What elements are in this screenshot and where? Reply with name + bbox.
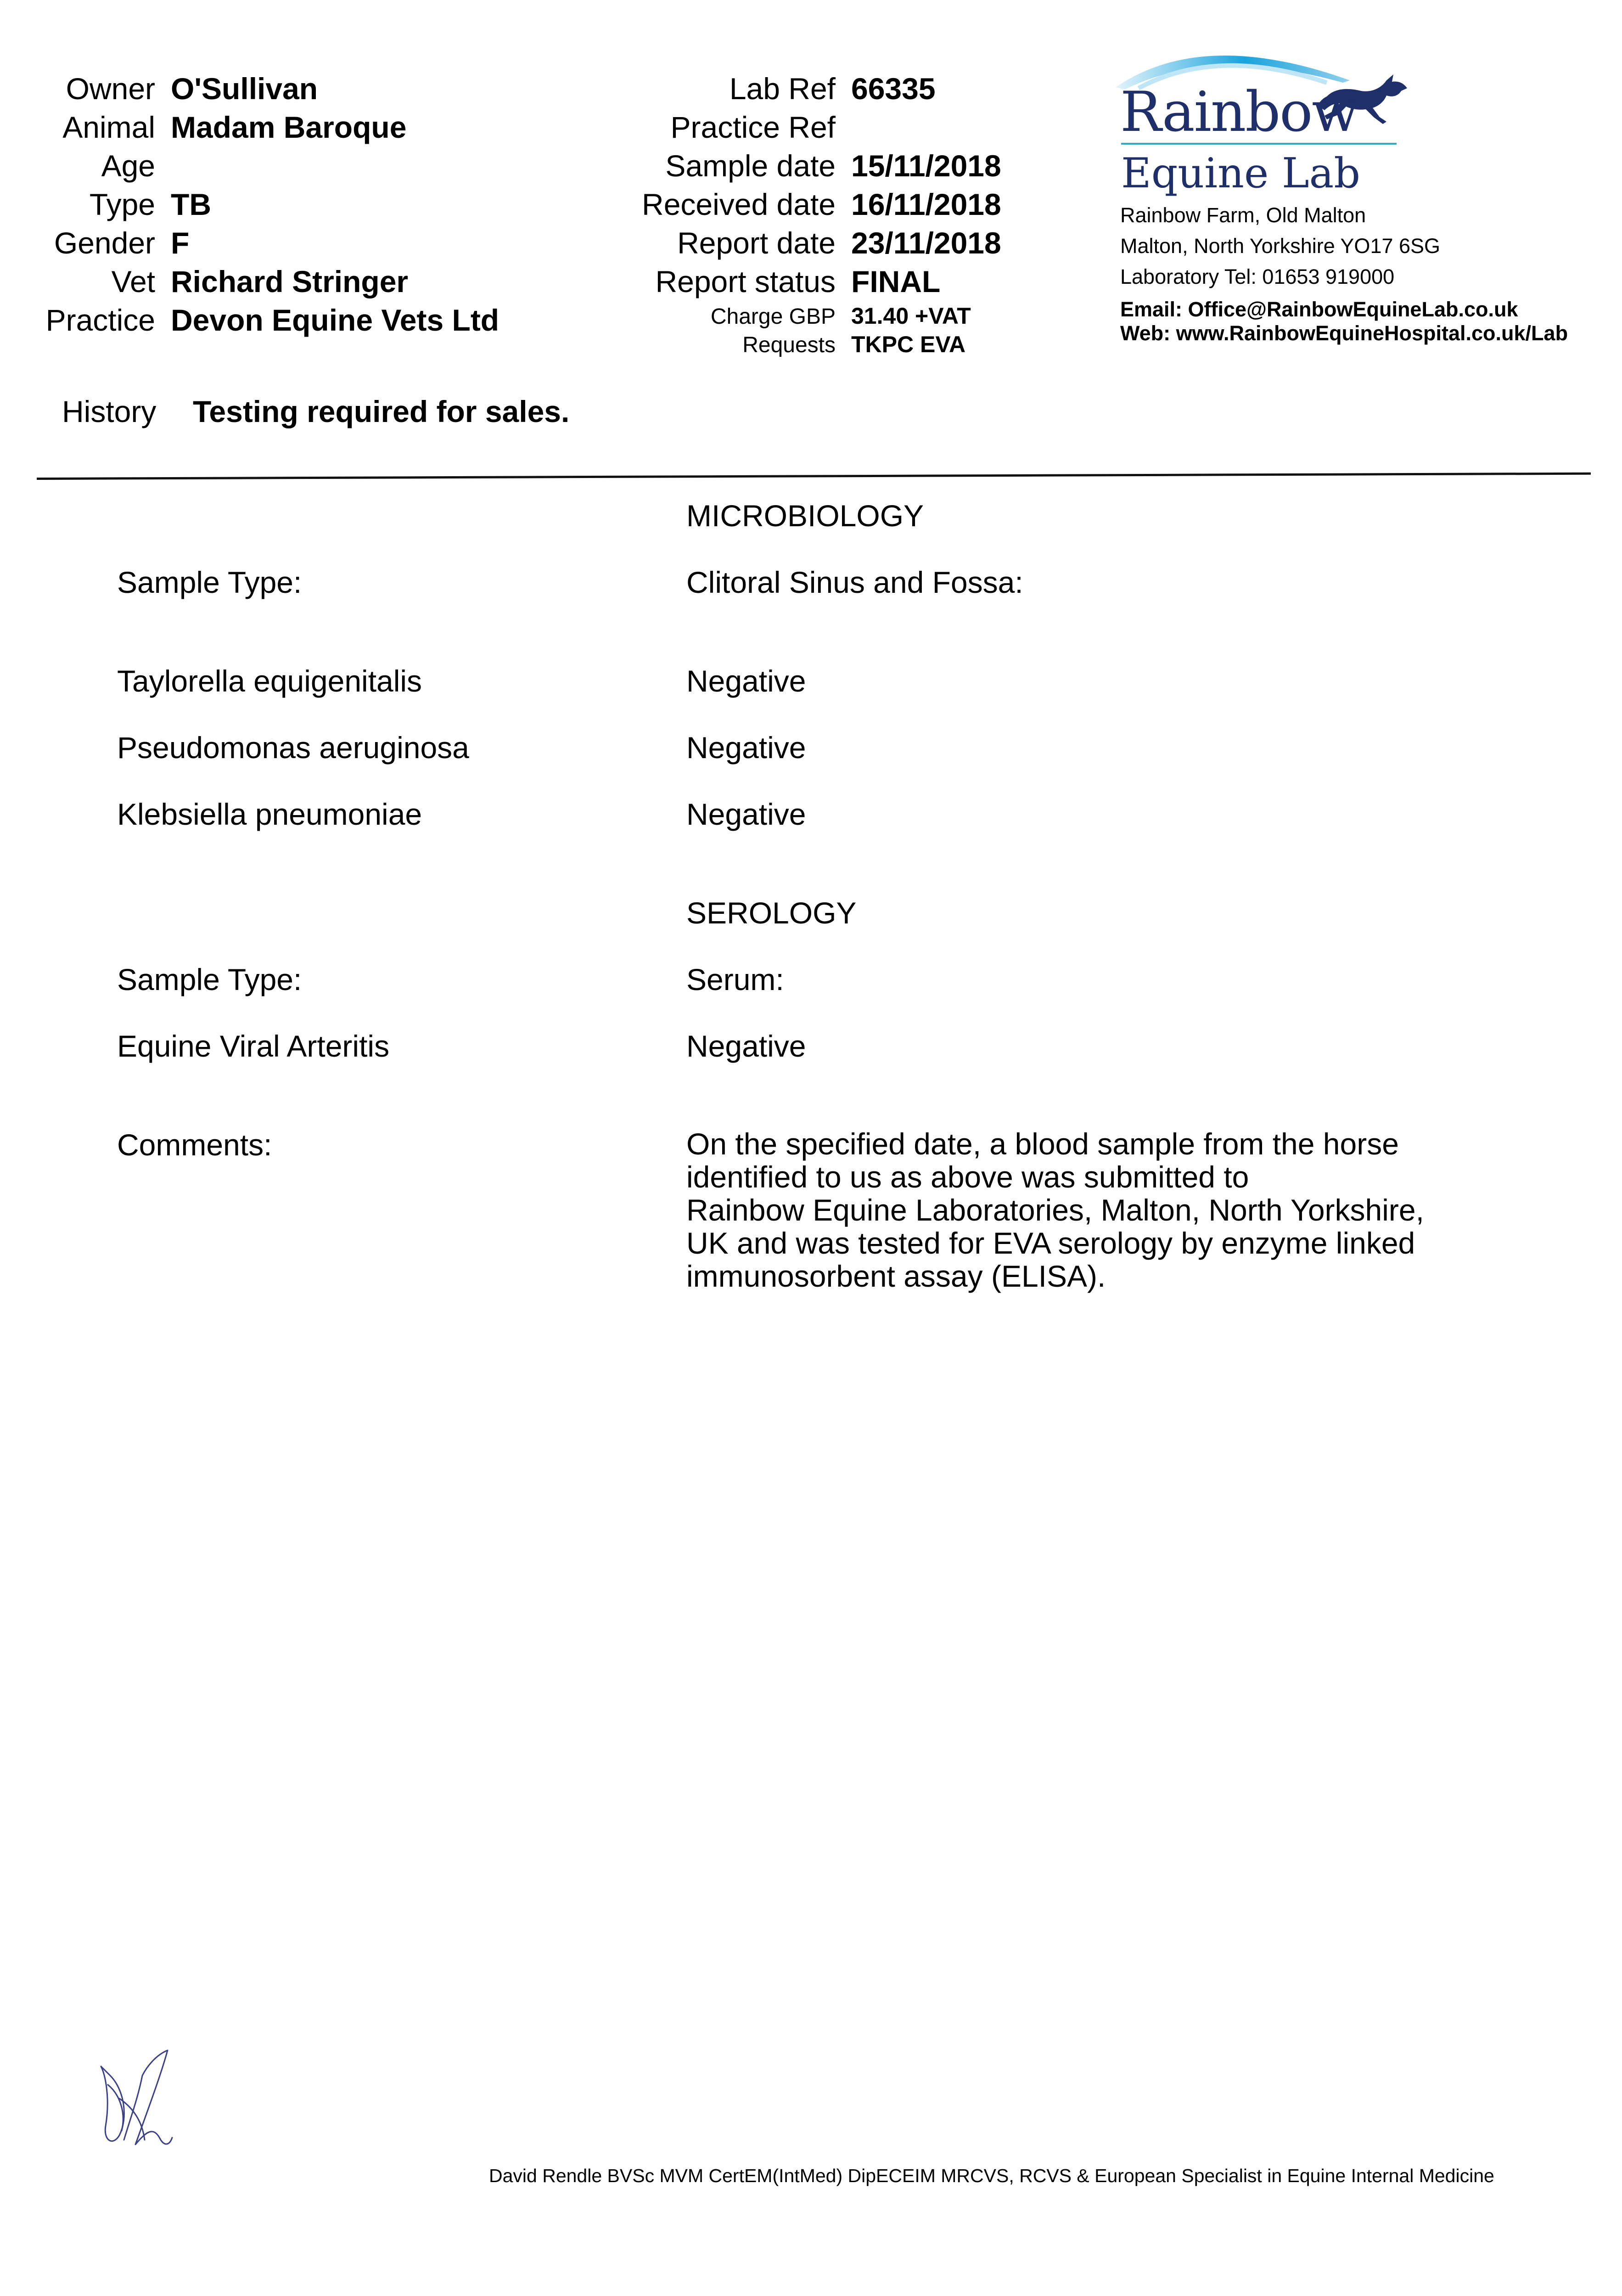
serology-title: SEROLOGY xyxy=(686,896,857,930)
requests-label: Requests xyxy=(742,333,836,357)
lab-email: Email: Office@RainbowEquineLab.co.uk xyxy=(1120,298,1518,321)
owner-label: Owner xyxy=(66,72,155,106)
charge-row xyxy=(597,303,1001,331)
practice-value: Devon Equine Vets Ltd xyxy=(171,303,500,337)
type-row xyxy=(0,187,499,225)
age-row xyxy=(0,148,499,187)
lab-contact-info xyxy=(1120,200,1568,345)
report-status-label: Report status xyxy=(655,264,836,298)
type-label: Type xyxy=(89,187,155,221)
address-line-2: Malton, North Yorkshire YO17 6SG xyxy=(1120,234,1441,258)
report-status-row xyxy=(597,264,1001,303)
signature-icon xyxy=(92,2048,193,2167)
micro-test-result: Negative xyxy=(686,731,806,765)
report-date-row xyxy=(597,225,1001,264)
age-label: Age xyxy=(101,149,155,183)
sample-date-label: Sample date xyxy=(665,149,836,183)
gender-label: Gender xyxy=(54,226,155,260)
header-divider xyxy=(37,473,1591,480)
gender-value: F xyxy=(171,226,190,260)
sero-test-name: Equine Viral Arteritis xyxy=(117,1029,390,1063)
address-line-1: Rainbow Farm, Old Malton xyxy=(1120,203,1366,227)
lab-website: Web: www.RainbowEquineHospital.co.uk/Lab xyxy=(1120,321,1568,345)
owner-value: O'Sullivan xyxy=(171,72,318,106)
logo-subtitle: Equine Lab xyxy=(1121,149,1360,197)
comments-label: Comments: xyxy=(117,1128,272,1162)
sero-sample-type-value: Serum: xyxy=(686,962,784,996)
animal-value: Madam Baroque xyxy=(171,110,407,144)
sero-sample-type-label: Sample Type: xyxy=(117,962,302,996)
micro-test-name: Pseudomonas aeruginosa xyxy=(117,731,469,765)
history-value: Testing required for sales. xyxy=(193,394,570,428)
lab-ref-row xyxy=(597,71,1001,110)
lab-phone: Laboratory Tel: 01653 919000 xyxy=(1120,265,1395,288)
report-date-value: 23/11/2018 xyxy=(851,226,1001,260)
report-details-left xyxy=(0,71,499,341)
received-date-label: Received date xyxy=(642,187,836,221)
micro-test-result: Negative xyxy=(686,797,806,831)
microbiology-title: MICROBIOLOGY xyxy=(686,499,924,533)
sero-test-result: Negative xyxy=(686,1029,806,1063)
vet-row xyxy=(0,264,499,303)
micro-sample-type-label: Sample Type: xyxy=(117,565,302,599)
lab-ref-value: 66335 xyxy=(851,72,936,106)
practice-ref-row xyxy=(597,110,1001,148)
practice-ref-label: Practice Ref xyxy=(670,110,836,144)
lab-ref-label: Lab Ref xyxy=(729,72,836,106)
animal-row xyxy=(0,110,499,148)
micro-test-result: Negative xyxy=(686,664,806,698)
type-value: TB xyxy=(171,187,211,221)
comment-line: identified to us as above was submitted to xyxy=(686,1160,1249,1194)
report-status-value: FINAL xyxy=(851,264,941,298)
report-date-label: Report date xyxy=(677,226,836,260)
practice-row xyxy=(0,303,499,341)
signatory-credentials: David Rendle BVSc MVM CertEM(IntMed) DipECEIM MRCVS, RCVS & European Specialist in Equine Internal Medicine xyxy=(489,2165,1494,2186)
received-date-value: 16/11/2018 xyxy=(851,187,1001,221)
animal-label: Animal xyxy=(62,110,155,144)
charge-label: Charge GBP xyxy=(710,304,836,329)
history-label: History xyxy=(62,394,157,428)
comments-text xyxy=(686,1127,1467,1293)
comment-line: UK and was tested for EVA serology by enzyme linked xyxy=(686,1226,1415,1260)
requests-row xyxy=(597,331,1001,360)
vet-value: Richard Stringer xyxy=(171,264,409,298)
gender-row xyxy=(0,225,499,264)
sample-date-value: 15/11/2018 xyxy=(851,149,1001,183)
requests-value: TKPC EVA xyxy=(851,332,966,357)
logo-name: Rainbow xyxy=(1120,80,1358,144)
owner-row xyxy=(0,71,499,110)
vet-label: Vet xyxy=(111,264,155,298)
sample-date-row xyxy=(597,148,1001,187)
charge-value: 31.40 +VAT xyxy=(851,303,971,329)
micro-test-name: Taylorella equigenitalis xyxy=(117,664,422,698)
comment-line: On the specified date, a blood sample from the horse xyxy=(686,1127,1399,1161)
micro-sample-type-value: Clitoral Sinus and Fossa: xyxy=(686,565,1023,599)
micro-test-name: Klebsiella pneumoniae xyxy=(117,797,422,831)
report-details-right xyxy=(597,71,1001,360)
comment-line: Rainbow Equine Laboratories, Malton, North Yorkshire, xyxy=(686,1193,1424,1227)
comment-line: immunosorbent assay (ELISA). xyxy=(686,1259,1106,1293)
received-date-row xyxy=(597,187,1001,225)
practice-label: Practice xyxy=(45,303,155,337)
